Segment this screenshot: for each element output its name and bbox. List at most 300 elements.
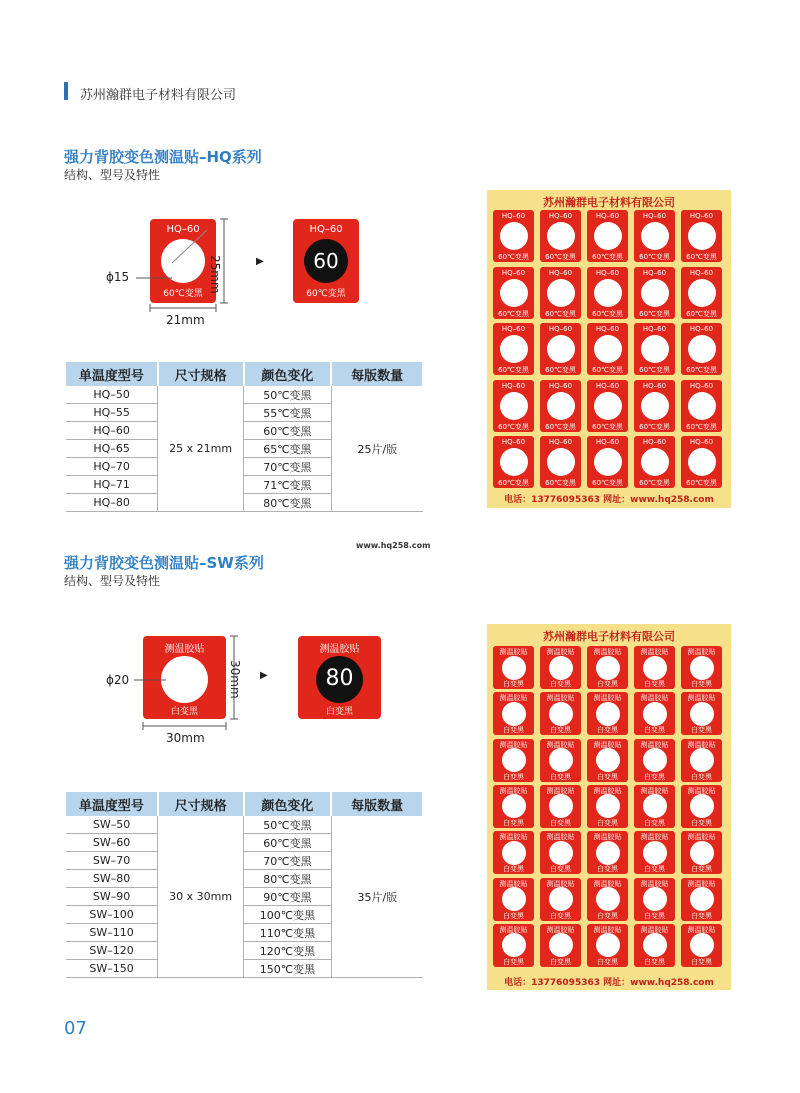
model-cell: SW–110	[66, 924, 158, 942]
sticker-cell-top-text: 测温胶贴	[640, 879, 669, 888]
sticker-cell-circle	[596, 841, 620, 865]
sticker-cell-circle	[547, 335, 575, 363]
model-cell: HQ–55	[66, 404, 158, 422]
sticker-cell-bottom-text: 白变黑	[691, 772, 712, 781]
sticker-cell-bottom-text: 60℃变黑	[592, 479, 623, 487]
table-row	[66, 816, 423, 834]
sticker-cell-bottom-text: 60℃变黑	[592, 422, 623, 431]
table-header-cell: 颜色变化	[244, 792, 332, 816]
sw-height-label: 30mm	[228, 660, 242, 699]
sticker-cell	[681, 924, 722, 967]
sticker-cell-circle	[643, 933, 667, 957]
color-change-cell: 50℃变黑	[244, 386, 332, 404]
sticker-cell-top-text: 测温胶贴	[546, 925, 575, 934]
size-cell: 25 x 21mm	[158, 386, 244, 512]
sticker-cell-circle	[641, 279, 669, 307]
sticker-cell	[587, 646, 628, 689]
table-header-cell: 尺寸规格	[158, 792, 244, 816]
sticker-cell-bottom-text: 60℃变黑	[592, 253, 623, 261]
sticker-cell-circle	[549, 887, 573, 911]
sticker-cell-bottom-text: 白变黑	[691, 680, 712, 688]
sticker-cell-bottom-text: 白变黑	[503, 911, 524, 920]
sticker-cell-bottom-text: 60℃变黑	[639, 253, 670, 261]
table-header-cell: 尺寸规格	[158, 362, 244, 386]
model-cell: HQ–70	[66, 458, 158, 476]
sticker-cell-top-text: HQ–60	[501, 438, 526, 446]
sticker-cell-circle	[641, 335, 669, 363]
sticker-cell-top-text: 测温胶贴	[499, 786, 528, 795]
sticker-cell-circle	[549, 794, 573, 818]
sticker-cell	[634, 436, 675, 488]
color-change-cell: 150℃变黑	[244, 960, 332, 978]
sticker-cell-top-text: 测温胶贴	[546, 694, 575, 703]
sw-section-subtitle: 结构、型号及特性	[64, 574, 161, 588]
sticker-cell	[634, 924, 675, 967]
model-cell: SW–100	[66, 906, 158, 924]
sticker-cell	[540, 878, 581, 921]
sticker-cell-bottom-text: 白变黑	[644, 911, 665, 920]
sw-label-bottom-text: 白变黑	[170, 707, 198, 717]
sticker-cell	[587, 739, 628, 782]
hq-label-top-text: HQ–60	[309, 224, 343, 235]
sticker-cell-bottom-text: 60℃变黑	[686, 366, 717, 374]
hq-sheet-title: 苏州瀚群电子材料有限公司	[543, 196, 675, 209]
sticker-cell-circle	[502, 794, 526, 818]
table-header-cell: 单温度型号	[66, 792, 158, 816]
sticker-cell	[681, 267, 722, 319]
sticker-cell-bottom-text: 白变黑	[597, 957, 618, 966]
sticker-cell-circle	[547, 448, 575, 476]
sticker-cell-top-text: HQ–60	[689, 325, 714, 333]
sw-label-bottom-text: 白变黑	[325, 707, 353, 717]
sticker-cell-top-text: HQ–60	[595, 381, 620, 390]
sticker-cell-bottom-text: 白变黑	[550, 818, 571, 827]
sticker-cell-top-text: HQ–60	[595, 212, 620, 220]
hq-value-text: 60	[313, 249, 339, 273]
sticker-cell-bottom-text: 白变黑	[597, 865, 618, 874]
sticker-cell-bottom-text: 60℃变黑	[639, 479, 670, 487]
sticker-cell	[634, 267, 675, 319]
quantity-cell: 25片/版	[331, 386, 423, 512]
sw-sheet-title: 苏州瀚群电子材料有限公司	[543, 630, 675, 643]
sticker-cell	[493, 210, 534, 262]
sticker-cell-circle	[549, 656, 573, 680]
sticker-cell-circle	[690, 656, 714, 680]
sticker-cell-circle	[594, 335, 622, 363]
model-cell: HQ–71	[66, 476, 158, 494]
sticker-cell-circle	[643, 841, 667, 865]
sticker-cell-circle	[688, 222, 716, 250]
sticker-cell-bottom-text: 60℃变黑	[545, 253, 576, 261]
sticker-cell	[681, 692, 722, 735]
sticker-cell	[681, 831, 722, 874]
color-change-cell: 70℃变黑	[244, 458, 332, 476]
sticker-cell	[681, 436, 722, 488]
sticker-cell-top-text: 测温胶贴	[546, 786, 575, 795]
sticker-cell-top-text: 测温胶贴	[640, 648, 669, 656]
sticker-cell-top-text: HQ–60	[642, 325, 667, 333]
sticker-cell-circle	[594, 392, 622, 420]
sticker-cell-circle	[500, 392, 528, 420]
sticker-cell	[681, 380, 722, 432]
sticker-cell	[493, 436, 534, 488]
sticker-cell-bottom-text: 白变黑	[691, 818, 712, 827]
hq-height-label: 25mm	[208, 255, 222, 294]
sticker-cell-circle	[596, 702, 620, 726]
sticker-cell	[587, 436, 628, 488]
sticker-cell	[681, 210, 722, 262]
sticker-cell	[493, 646, 534, 689]
sticker-cell	[493, 924, 534, 967]
sticker-cell-bottom-text: 60℃变黑	[498, 366, 529, 374]
sticker-cell-top-text: 测温胶贴	[546, 879, 575, 888]
model-cell: SW–150	[66, 960, 158, 978]
arrow-right-icon: ▶	[260, 670, 268, 681]
sticker-cell-circle	[596, 887, 620, 911]
sticker-cell-circle	[643, 887, 667, 911]
sw-label-changed	[298, 636, 381, 719]
sticker-cell	[540, 924, 581, 967]
sticker-cell-bottom-text: 白变黑	[503, 957, 524, 966]
sticker-cell-top-text: HQ–60	[689, 212, 714, 220]
sticker-cell-circle	[594, 222, 622, 250]
sticker-cell	[587, 380, 628, 432]
sticker-cell-top-text: 测温胶贴	[687, 740, 716, 749]
sticker-cell-top-text: HQ–60	[595, 438, 620, 446]
sticker-cell-bottom-text: 60℃变黑	[639, 309, 670, 318]
sticker-cell-top-text: 测温胶贴	[593, 740, 622, 749]
color-change-cell: 90℃变黑	[244, 888, 332, 906]
model-cell: SW–60	[66, 834, 158, 852]
model-cell: SW–50	[66, 816, 158, 834]
sticker-cell-top-text: 测温胶贴	[499, 879, 528, 888]
sw-label-top-text: 测温胶贴	[164, 644, 205, 655]
sticker-cell-top-text: HQ–60	[548, 438, 573, 446]
hq-label-changed	[293, 219, 359, 303]
sticker-cell-circle	[596, 794, 620, 818]
sticker-cell	[634, 210, 675, 262]
hq-section-title: 强力背胶变色测温贴–HQ系列	[64, 148, 262, 166]
sticker-cell	[540, 692, 581, 735]
sticker-cell-bottom-text: 白变黑	[644, 680, 665, 688]
sticker-cell	[587, 267, 628, 319]
color-change-cell: 80℃变黑	[244, 494, 332, 512]
sticker-cell-circle	[547, 279, 575, 307]
model-cell: SW–120	[66, 942, 158, 960]
sticker-cell	[540, 323, 581, 375]
sticker-cell-top-text: HQ–60	[501, 268, 526, 277]
sticker-cell	[493, 739, 534, 782]
sticker-cell	[681, 878, 722, 921]
sticker-cell-top-text: HQ–60	[548, 268, 573, 277]
sticker-cell-circle	[596, 748, 620, 772]
sticker-cell-bottom-text: 白变黑	[503, 818, 524, 827]
sticker-cell-bottom-text: 白变黑	[597, 911, 618, 920]
sticker-cell-bottom-text: 白变黑	[597, 818, 618, 827]
sticker-cell-circle	[547, 222, 575, 250]
sticker-cell	[493, 380, 534, 432]
sticker-cell	[493, 323, 534, 375]
sticker-cell-top-text: HQ–60	[642, 438, 667, 446]
sticker-cell-top-text: 测温胶贴	[687, 648, 716, 656]
sticker-cell-circle	[690, 887, 714, 911]
sticker-cell-bottom-text: 60℃变黑	[498, 309, 529, 318]
sw-sheet-footer: 电话：13776095363 网址：www.hq258.com	[504, 978, 714, 988]
sticker-cell	[681, 646, 722, 689]
sticker-cell	[634, 692, 675, 735]
sw-diameter-label: ϕ20	[106, 673, 130, 687]
sticker-cell-top-text: 测温胶贴	[687, 694, 716, 703]
sticker-cell-top-text: 测温胶贴	[593, 786, 622, 795]
sw-section-title: 强力背胶变色测温贴–SW系列	[64, 554, 264, 572]
hq-label-bottom-text: 60℃变黑	[163, 289, 203, 299]
sticker-cell-circle	[688, 335, 716, 363]
color-change-cell: 80℃变黑	[244, 870, 332, 888]
sticker-cell-bottom-text: 白变黑	[644, 772, 665, 781]
sticker-cell-circle	[549, 748, 573, 772]
sticker-cell-bottom-text: 60℃变黑	[498, 479, 529, 487]
sticker-cell-bottom-text: 白变黑	[691, 726, 712, 735]
sticker-cell-bottom-text: 白变黑	[597, 680, 618, 688]
model-cell: SW–70	[66, 852, 158, 870]
sticker-cell-top-text: 测温胶贴	[499, 833, 528, 842]
sticker-cell-circle	[688, 448, 716, 476]
sticker-cell-circle	[690, 841, 714, 865]
hq-diameter-label: ϕ15	[106, 270, 130, 284]
sticker-cell-bottom-text: 白变黑	[550, 865, 571, 874]
sticker-cell-top-text: 测温胶贴	[687, 833, 716, 842]
sw-sticker-sheet	[487, 624, 731, 990]
hq-section-subtitle: 结构、型号及特性	[64, 168, 161, 182]
sticker-cell-bottom-text: 白变黑	[550, 957, 571, 966]
sticker-cell-circle	[547, 392, 575, 420]
sticker-cell-top-text: 测温胶贴	[546, 740, 575, 749]
sticker-cell-bottom-text: 白变黑	[644, 957, 665, 966]
sticker-cell-bottom-text: 白变黑	[597, 726, 618, 735]
sticker-cell-circle	[643, 702, 667, 726]
sticker-cell-circle	[594, 448, 622, 476]
sticker-cell-bottom-text: 60℃变黑	[545, 422, 576, 431]
sticker-cell-circle	[690, 794, 714, 818]
sticker-cell-bottom-text: 60℃变黑	[592, 309, 623, 318]
sticker-cell	[493, 831, 534, 874]
sticker-cell-bottom-text: 白变黑	[644, 726, 665, 735]
sticker-cell-bottom-text: 60℃变黑	[498, 253, 529, 261]
sticker-cell-top-text: HQ–60	[548, 212, 573, 220]
sticker-cell-circle	[641, 392, 669, 420]
sticker-cell-top-text: 测温胶贴	[593, 648, 622, 656]
hq-spec-table	[66, 362, 424, 512]
sticker-cell	[493, 692, 534, 735]
model-cell: HQ–50	[66, 386, 158, 404]
quantity-cell: 35片/版	[331, 816, 423, 978]
hq-width-label: 21mm	[166, 313, 205, 327]
sticker-cell-top-text: 测温胶贴	[499, 925, 528, 934]
sticker-cell	[587, 692, 628, 735]
sw-label-top-text: 测温胶贴	[319, 644, 360, 655]
sticker-cell-bottom-text: 60℃变黑	[686, 309, 717, 318]
color-change-cell: 65℃变黑	[244, 440, 332, 458]
table-header-cell: 单温度型号	[66, 362, 158, 386]
sticker-cell-top-text: 测温胶贴	[546, 833, 575, 842]
color-change-cell: 110℃变黑	[244, 924, 332, 942]
sticker-cell-circle	[690, 933, 714, 957]
sticker-cell-bottom-text: 60℃变黑	[686, 253, 717, 261]
color-change-cell: 55℃变黑	[244, 404, 332, 422]
table-header-cell: 每版数量	[331, 792, 423, 816]
sticker-cell	[587, 831, 628, 874]
sticker-cell-top-text: HQ–60	[595, 325, 620, 333]
sticker-cell-bottom-text: 白变黑	[644, 818, 665, 827]
sticker-cell-top-text: HQ–60	[548, 381, 573, 390]
sticker-cell-circle	[690, 748, 714, 772]
sticker-cell-bottom-text: 白变黑	[550, 772, 571, 781]
sticker-cell	[540, 785, 581, 828]
sticker-cell	[634, 831, 675, 874]
color-change-cell: 100℃变黑	[244, 906, 332, 924]
sticker-cell	[587, 924, 628, 967]
sticker-cell	[587, 210, 628, 262]
sticker-cell-bottom-text: 白变黑	[597, 772, 618, 781]
sticker-cell-top-text: HQ–60	[548, 325, 573, 333]
sticker-cell-bottom-text: 白变黑	[503, 865, 524, 874]
sticker-cell	[587, 785, 628, 828]
sticker-cell-top-text: HQ–60	[501, 212, 526, 220]
header-accent-bar	[64, 82, 68, 100]
sticker-cell	[540, 739, 581, 782]
sticker-cell-top-text: 测温胶贴	[593, 925, 622, 934]
color-change-cell: 70℃变黑	[244, 852, 332, 870]
sticker-cell-top-text: 测温胶贴	[499, 648, 528, 656]
sticker-cell	[634, 785, 675, 828]
sticker-cell-top-text: 测温胶贴	[640, 925, 669, 934]
sticker-cell	[540, 380, 581, 432]
hq-sheet-footer: 电话：13776095363 网址：www.hq258.com	[504, 495, 714, 505]
sticker-cell-circle	[500, 222, 528, 250]
sticker-cell	[681, 323, 722, 375]
color-change-cell: 71℃变黑	[244, 476, 332, 494]
sticker-cell-circle	[643, 794, 667, 818]
sticker-cell-top-text: 测温胶贴	[593, 833, 622, 842]
sticker-cell-circle	[596, 933, 620, 957]
sticker-cell-top-text: 测温胶贴	[687, 879, 716, 888]
sticker-cell	[587, 878, 628, 921]
sticker-cell-circle	[549, 702, 573, 726]
sticker-cell-circle	[502, 656, 526, 680]
sticker-cell-bottom-text: 60℃变黑	[545, 309, 576, 318]
sticker-cell	[540, 646, 581, 689]
sticker-cell-circle	[594, 279, 622, 307]
hq-label-bottom-text: 60℃变黑	[306, 289, 346, 299]
color-change-cell: 50℃变黑	[244, 816, 332, 834]
sticker-cell	[540, 436, 581, 488]
sticker-cell-bottom-text: 白变黑	[550, 726, 571, 735]
sticker-cell-top-text: 测温胶贴	[499, 694, 528, 703]
sticker-cell	[493, 267, 534, 319]
sticker-cell-bottom-text: 白变黑	[550, 680, 571, 688]
sticker-cell-circle	[641, 222, 669, 250]
sw-spec-table	[66, 792, 424, 978]
sticker-cell-circle	[500, 279, 528, 307]
sticker-cell	[634, 380, 675, 432]
sticker-cell-top-text: 测温胶贴	[687, 925, 716, 934]
sticker-cell	[681, 785, 722, 828]
sticker-cell-circle	[500, 335, 528, 363]
company-name: 苏州瀚群电子材料有限公司	[80, 88, 237, 103]
sticker-cell-circle	[596, 656, 620, 680]
sticker-cell-top-text: 测温胶贴	[640, 833, 669, 842]
sticker-cell	[493, 878, 534, 921]
sticker-cell-top-text: HQ–60	[595, 268, 620, 277]
sticker-cell	[587, 323, 628, 375]
sticker-cell-top-text: 测温胶贴	[640, 786, 669, 795]
watermark-text: www.hq258.com	[356, 541, 431, 550]
table-row	[66, 386, 423, 404]
model-cell: HQ–80	[66, 494, 158, 512]
sticker-cell	[681, 739, 722, 782]
sticker-cell-circle	[641, 448, 669, 476]
sticker-cell-circle	[549, 841, 573, 865]
table-header-cell: 每版数量	[331, 362, 423, 386]
sticker-cell	[634, 646, 675, 689]
sticker-cell-circle	[643, 748, 667, 772]
sticker-cell-top-text: 测温胶贴	[499, 740, 528, 749]
sticker-cell-bottom-text: 白变黑	[644, 865, 665, 874]
sticker-cell-top-text: HQ–60	[642, 268, 667, 277]
sticker-cell	[540, 267, 581, 319]
sticker-cell-circle	[502, 887, 526, 911]
sticker-cell-circle	[549, 933, 573, 957]
sticker-cell-circle	[502, 933, 526, 957]
sticker-cell-top-text: HQ–60	[689, 268, 714, 277]
sticker-cell	[634, 878, 675, 921]
sticker-cell-top-text: HQ–60	[642, 212, 667, 220]
sticker-cell-bottom-text: 白变黑	[503, 772, 524, 781]
sticker-cell-bottom-text: 白变黑	[691, 911, 712, 920]
sticker-cell	[634, 739, 675, 782]
size-cell: 30 x 30mm	[158, 816, 244, 978]
sticker-cell-bottom-text: 60℃变黑	[498, 422, 529, 431]
sticker-cell	[540, 210, 581, 262]
sticker-cell-bottom-text: 白变黑	[503, 680, 524, 688]
sticker-cell-bottom-text: 白变黑	[691, 865, 712, 874]
sticker-cell-bottom-text: 白变黑	[550, 911, 571, 920]
sticker-cell-bottom-text: 60℃变黑	[592, 366, 623, 374]
sticker-cell-top-text: HQ–60	[689, 438, 714, 446]
model-cell: SW–80	[66, 870, 158, 888]
sticker-cell-top-text: 测温胶贴	[687, 786, 716, 795]
sticker-cell-circle	[502, 702, 526, 726]
model-cell: SW–90	[66, 888, 158, 906]
sticker-cell-circle	[690, 702, 714, 726]
color-change-cell: 60℃变黑	[244, 422, 332, 440]
sticker-cell-bottom-text: 60℃变黑	[639, 366, 670, 374]
sw-value-text: 80	[325, 666, 354, 691]
sticker-cell-circle	[688, 279, 716, 307]
sticker-cell-top-text: HQ–60	[501, 381, 526, 390]
sw-width-label: 30mm	[166, 731, 205, 745]
sticker-cell-top-text: 测温胶贴	[546, 648, 575, 656]
sticker-cell-circle	[502, 748, 526, 772]
sticker-cell-top-text: HQ–60	[501, 325, 526, 333]
model-cell: HQ–60	[66, 422, 158, 440]
sticker-cell-circle	[502, 841, 526, 865]
sticker-cell-bottom-text: 60℃变黑	[545, 479, 576, 487]
sticker-cell-circle	[688, 392, 716, 420]
table-header-cell: 颜色变化	[244, 362, 332, 386]
sticker-cell-bottom-text: 白变黑	[691, 957, 712, 966]
color-change-cell: 120℃变黑	[244, 942, 332, 960]
